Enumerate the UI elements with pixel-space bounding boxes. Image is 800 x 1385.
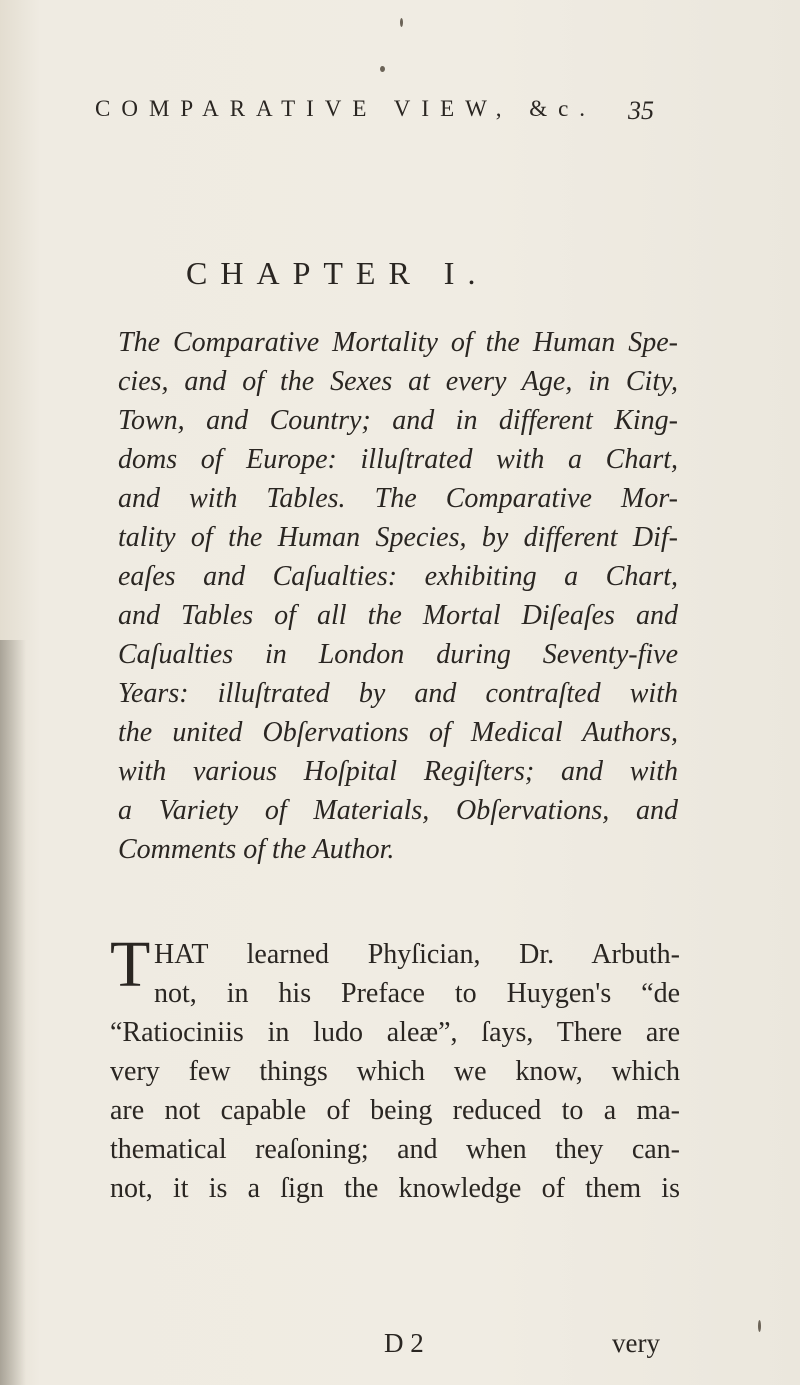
- signature-mark: D 2: [384, 1328, 424, 1358]
- body-line: not, in his Preface to Huygen's “de: [154, 978, 680, 1009]
- running-head: COMPARATIVE VIEW, &c.: [95, 96, 597, 121]
- body-line: very few things which we know, which: [110, 1056, 680, 1087]
- summary-line: Caſualties in London during Seventy-five: [118, 639, 678, 670]
- ink-speck: [400, 18, 403, 27]
- body-line: not, it is a ſign the knowledge of them is: [110, 1173, 680, 1204]
- ink-speck: [758, 1320, 761, 1332]
- page-number: 35: [628, 96, 654, 125]
- summary-line: and Tables of all the Mortal Diſeaſes and: [118, 600, 678, 631]
- summary-line: Years: illuſtrated by and contraſted with: [118, 678, 678, 709]
- body-line: HAT learned Phyſician, Dr. Arbuth-: [154, 939, 680, 970]
- summary-line: Town, and Country; and in different King-: [118, 405, 678, 436]
- summary-line: The Comparative Mortality of the Human Spe-: [118, 327, 678, 358]
- summary-line: eaſes and Caſualties: exhibiting a Chart,: [118, 561, 678, 592]
- binding-shadow: [0, 640, 26, 1385]
- summary-line: tality of the Human Species, by different Dif-: [118, 522, 678, 553]
- summary-line: Comments of the Author.: [118, 834, 395, 865]
- summary-line: with various Hoſpital Regiſters; and with: [118, 756, 678, 787]
- chapter-summary: [118, 323, 678, 869]
- summary-line: the united Obſervations of Medical Authors,: [118, 717, 678, 748]
- body-line: are not capable of being reduced to a ma-: [110, 1095, 680, 1126]
- summary-line: cies, and of the Sexes at every Age, in City,: [118, 366, 678, 397]
- summary-line: and with Tables. The Comparative Mor-: [118, 483, 678, 514]
- body-line: thematical reaſoning; and when they can-: [110, 1134, 680, 1165]
- ink-speck: [380, 66, 385, 72]
- summary-line: doms of Europe: illuſtrated with a Chart,: [118, 444, 678, 475]
- body-line: “Ratiociniis in ludo aleæ”, ſays, There are: [110, 1017, 680, 1048]
- catchword: very: [612, 1328, 660, 1358]
- summary-line: a Variety of Materials, Obſervations, and: [118, 795, 678, 826]
- body-paragraph: [110, 935, 680, 1208]
- chapter-heading: CHAPTER I.: [186, 255, 489, 291]
- drop-cap: T: [110, 928, 151, 1001]
